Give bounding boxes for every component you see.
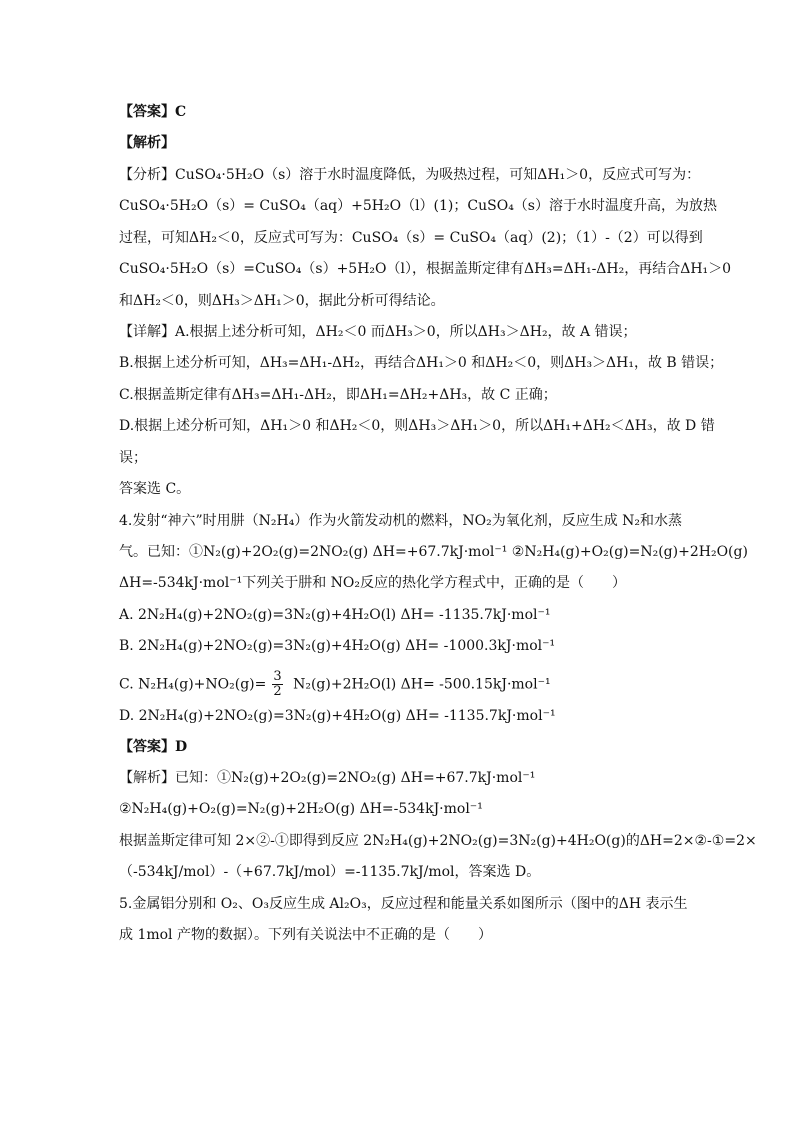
- analysis-heading-q3: 【解析】: [119, 135, 175, 151]
- analysis-line-3: 过程，可知ΔH₂＜0，反应式可写为：CuSO₄（s）= CuSO₄（aq）(2)；（1）-（2）可以得到: [119, 230, 703, 246]
- detail-option-c: C.根据盖斯定律有ΔH₃=ΔH₁-ΔH₂，即ΔH₁=ΔH₂+ΔH₃，故 C 正确；: [119, 387, 557, 403]
- fraction-numerator: 3: [273, 669, 282, 684]
- question-4-option-c: [119, 670, 551, 699]
- question-4-option-d: D. 2N₂H₄(g)+2NO₂(g)=3N₂(g)+4H₂O(g) ΔH= -1135.7kJ·mol⁻¹: [119, 708, 556, 724]
- answer-heading-q4: 【答案】D: [119, 739, 188, 755]
- question-4-stem-2: 气。已知：①N₂(g)+2O₂(g)=2NO₂(g) ΔH=+67.7kJ·mol⁻¹ ②N₂H₄(g)+O₂(g)=N₂(g)+2H₂O(g): [119, 544, 748, 560]
- question-4-option-a: A. 2N₂H₄(g)+2NO₂(g)=3N₂(g)+4H₂O(l) ΔH= -1135.7kJ·mol⁻¹: [119, 607, 551, 623]
- analysis-line-1: 【分析】CuSO₄·5H₂O（s）溶于水时温度降低，为吸热过程，可知ΔH₁＞0，反应式可写为：: [119, 167, 701, 183]
- fraction-three-halves: [272, 670, 282, 699]
- question-5-stem-2: 成 1mol 产物的数据）。下列有关说法中不正确的是（ ）: [119, 927, 492, 943]
- question-5-stem-1: 5.金属铝分别和 O₂、O₃反应生成 Al₂O₃，反应过程和能量关系如图所示（图中的ΔH 表示生: [119, 896, 688, 912]
- q4-explanation-4: （-534kJ/mol）-（+67.7kJ/mol）=-1135.7kJ/mol，答案选 D。: [119, 864, 541, 880]
- option-c-left: C. N₂H₄(g)+NO₂(g)=: [119, 676, 267, 693]
- analysis-line-5: 和ΔH₂＜0，则ΔH₃＞ΔH₁＞0，据此分析可得结论。: [119, 293, 445, 309]
- detail-option-d-cont: 误；: [119, 450, 147, 466]
- question-4-stem-3: ΔH=-534kJ·mol⁻¹下列关于肼和 NO₂反应的热化学方程式中，正确的是（ ）: [119, 575, 627, 591]
- q4-explanation-1: 【解析】已知：①N₂(g)+2O₂(g)=2NO₂(g) ΔH=+67.7kJ·mol⁻¹: [119, 770, 536, 786]
- question-4-stem-1: 4.发射“神六”时用肼（N₂H₄）作为火箭发动机的燃料，NO₂为氧化剂，反应生成 N₂和水蒸: [119, 513, 683, 529]
- q4-explanation-2: ②N₂H₄(g)+O₂(g)=N₂(g)+2H₂O(g) ΔH=-534kJ·mol⁻¹: [119, 801, 483, 817]
- option-c-right: N₂(g)+2H₂O(l) ΔH= -500.15kJ·mol⁻¹: [288, 676, 551, 693]
- analysis-line-4: CuSO₄·5H₂O（s）=CuSO₄（s）+5H₂O（l），根据盖斯定律有ΔH₃=ΔH₁-ΔH₂，再结合ΔH₁＞0: [119, 261, 732, 277]
- fraction-denominator: 2: [273, 684, 282, 699]
- answer-choice-q3: 答案选 C。: [119, 481, 191, 497]
- detail-option-d: D.根据上述分析可知，ΔH₁＞0 和ΔH₂＜0，则ΔH₃＞ΔH₁＞0，所以ΔH₁+ΔH₂＜ΔH₃，故 D 错: [119, 418, 715, 434]
- detail-option-b: B.根据上述分析可知，ΔH₃=ΔH₁-ΔH₂，再结合ΔH₁＞0 和ΔH₂＜0，则ΔH₃＞ΔH₁，故 B 错误；: [119, 355, 724, 371]
- question-4-option-b: B. 2N₂H₄(g)+2NO₂(g)=3N₂(g)+4H₂O(g) ΔH= -1000.3kJ·mol⁻¹: [119, 638, 556, 654]
- answer-heading-q3: 【答案】C: [119, 104, 187, 120]
- detail-option-a: 【详解】A.根据上述分析可知，ΔH₂＜0 而ΔH₃＞0，所以ΔH₃＞ΔH₂，故 A 错误；: [119, 324, 637, 340]
- q4-explanation-3: 根据盖斯定律可知 2×②-①即得到反应 2N₂H₄(g)+2NO₂(g)=3N₂(g)+4H₂O(g)的ΔH=2×②-①=2×: [119, 833, 757, 849]
- analysis-line-2: CuSO₄·5H₂O（s）= CuSO₄（aq）+5H₂O（l）(1)；CuSO₄（s）溶于水时温度升高，为放热: [119, 198, 717, 214]
